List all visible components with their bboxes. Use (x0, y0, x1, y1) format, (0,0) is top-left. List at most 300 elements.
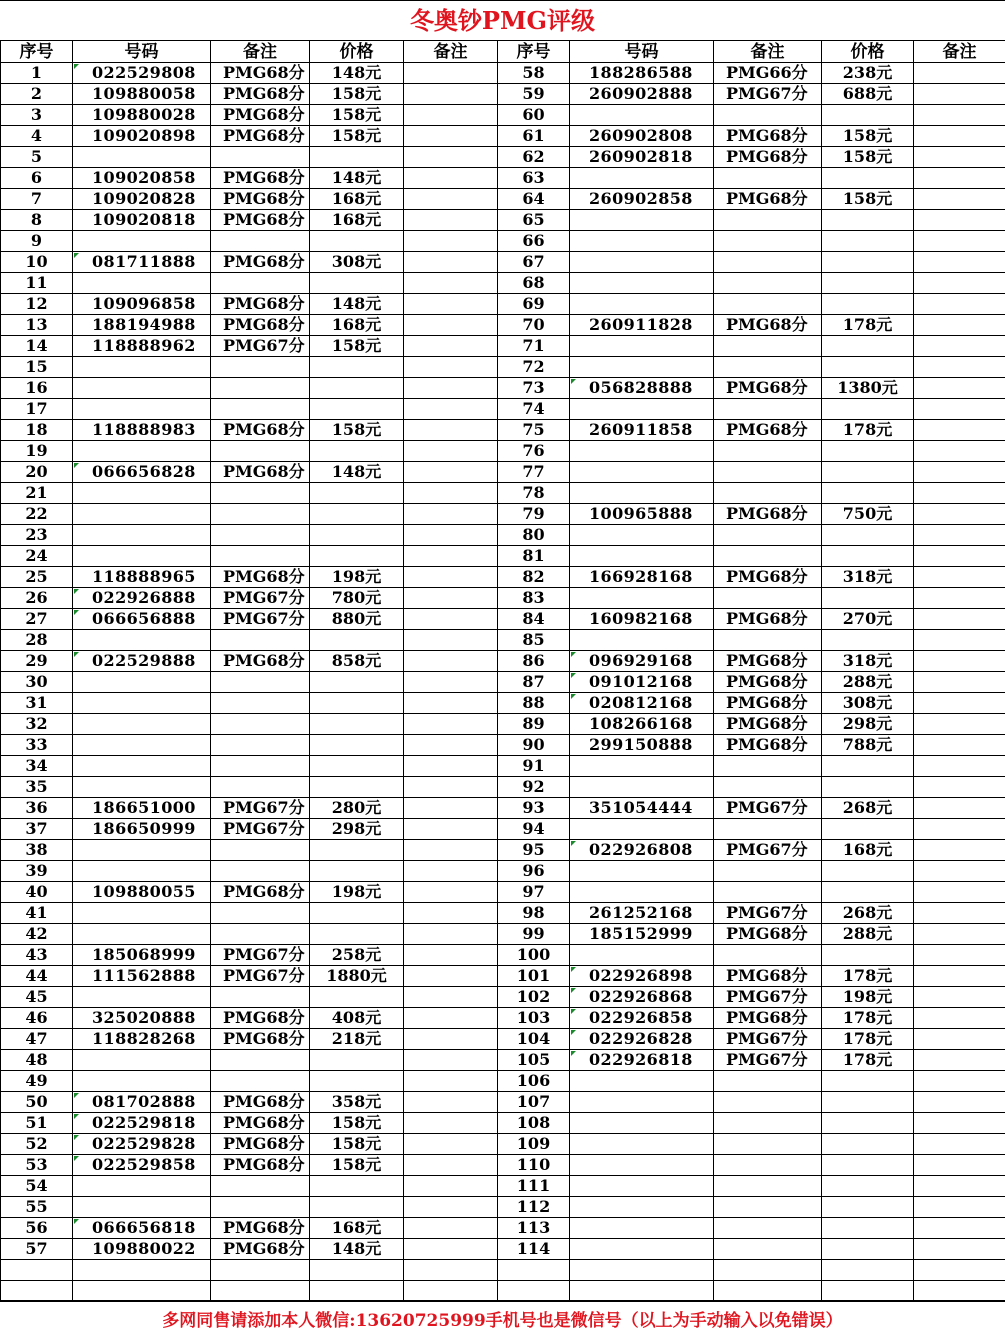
right-grade-cell (714, 1197, 822, 1218)
left-number-cell (73, 504, 211, 525)
left-seq-cell: 26 (1, 588, 73, 609)
right-note-cell (914, 210, 1005, 231)
right-number-cell: 022926898 (570, 966, 714, 987)
left-price-cell (310, 483, 404, 504)
left-seq-cell: 50 (1, 1092, 73, 1113)
right-price-cell (822, 1218, 914, 1239)
right-seq-cell: 96 (498, 861, 570, 882)
right-price-cell (822, 105, 914, 126)
left-price-cell (310, 756, 404, 777)
right-seq-cell: 105 (498, 1050, 570, 1071)
right-note-cell (914, 609, 1005, 630)
right-grade-cell: PMG68分 (714, 1008, 822, 1029)
right-seq-cell: 73 (498, 378, 570, 399)
right-number-cell (570, 1260, 714, 1281)
left-number-cell (73, 273, 211, 294)
left-number-cell: 186651000 (73, 798, 211, 819)
left-seq-cell: 52 (1, 1134, 73, 1155)
left-price-cell (310, 924, 404, 945)
right-note-cell (914, 1218, 1005, 1239)
left-note-cell (404, 378, 498, 399)
right-number-cell (570, 294, 714, 315)
right-note-cell (914, 798, 1005, 819)
left-number-cell (73, 756, 211, 777)
table-row (1, 441, 1005, 462)
right-price-cell (822, 441, 914, 462)
right-note-cell (914, 1113, 1005, 1134)
left-note-cell (404, 945, 498, 966)
table-row (1, 1239, 1005, 1260)
right-number-cell (570, 945, 714, 966)
table-row (1, 1155, 1005, 1176)
left-note-cell (404, 525, 498, 546)
left-seq-cell: 40 (1, 882, 73, 903)
right-price-cell: 288元 (822, 672, 914, 693)
right-number-cell: 022926818 (570, 1050, 714, 1071)
left-price-cell: 148元 (310, 1239, 404, 1260)
right-note-cell (914, 1260, 1005, 1281)
left-number-cell (73, 1071, 211, 1092)
left-grade-cell: PMG68分 (211, 420, 310, 441)
right-price-cell: 270元 (822, 609, 914, 630)
left-seq-cell: 2 (1, 84, 73, 105)
left-price-cell: 168元 (310, 1218, 404, 1239)
header-price-right: 价格 (822, 41, 914, 63)
right-seq-cell: 74 (498, 399, 570, 420)
left-price-cell: 358元 (310, 1092, 404, 1113)
table-row (1, 168, 1005, 189)
right-grade-cell (714, 483, 822, 504)
right-price-cell (822, 546, 914, 567)
right-price-cell: 268元 (822, 903, 914, 924)
right-price-cell: 178元 (822, 1050, 914, 1071)
table-row (1, 63, 1005, 84)
right-grade-cell (714, 441, 822, 462)
left-note-cell (404, 336, 498, 357)
left-seq-cell: 37 (1, 819, 73, 840)
left-note-cell (404, 1092, 498, 1113)
left-note-cell (404, 252, 498, 273)
left-price-cell: 148元 (310, 63, 404, 84)
right-grade-cell (714, 252, 822, 273)
table-row (1, 189, 1005, 210)
left-seq-cell: 13 (1, 315, 73, 336)
right-grade-cell (714, 756, 822, 777)
right-seq-cell: 108 (498, 1113, 570, 1134)
left-seq-cell: 56 (1, 1218, 73, 1239)
left-seq-cell: 39 (1, 861, 73, 882)
right-grade-cell: PMG67分 (714, 987, 822, 1008)
right-seq-cell: 90 (498, 735, 570, 756)
right-note-cell (914, 273, 1005, 294)
left-price-cell: 1880元 (310, 966, 404, 987)
left-note-cell (404, 567, 498, 588)
left-price-cell (310, 1197, 404, 1218)
left-price-cell (310, 441, 404, 462)
left-note-cell (404, 168, 498, 189)
right-number-cell: 261252168 (570, 903, 714, 924)
right-number-cell: 188286588 (570, 63, 714, 84)
right-seq-cell: 111 (498, 1176, 570, 1197)
left-price-cell (310, 504, 404, 525)
left-number-cell (73, 903, 211, 924)
left-seq-cell: 46 (1, 1008, 73, 1029)
right-number-cell: 020812168 (570, 693, 714, 714)
right-price-cell (822, 483, 914, 504)
left-seq-cell: 27 (1, 609, 73, 630)
right-seq-cell: 75 (498, 420, 570, 441)
left-seq-cell: 17 (1, 399, 73, 420)
left-number-cell (73, 1260, 211, 1281)
left-seq-cell: 57 (1, 1239, 73, 1260)
left-price-cell: 158元 (310, 126, 404, 147)
left-price-cell (310, 357, 404, 378)
right-grade-cell: PMG68分 (714, 651, 822, 672)
right-seq-cell: 60 (498, 105, 570, 126)
left-note-cell (404, 966, 498, 987)
left-number-cell: 325020888 (73, 1008, 211, 1029)
left-grade-cell: PMG67分 (211, 945, 310, 966)
left-note-cell (404, 714, 498, 735)
left-price-cell: 158元 (310, 105, 404, 126)
table-row (1, 483, 1005, 504)
left-seq-cell: 24 (1, 546, 73, 567)
right-note-cell (914, 945, 1005, 966)
right-seq-cell: 85 (498, 630, 570, 651)
left-note-cell (404, 651, 498, 672)
left-seq-cell: 15 (1, 357, 73, 378)
left-number-cell: 022926888 (73, 588, 211, 609)
right-grade-cell (714, 336, 822, 357)
left-grade-cell: PMG68分 (211, 651, 310, 672)
header-grade-right: 备注 (714, 41, 822, 63)
right-note-cell (914, 861, 1005, 882)
right-grade-cell (714, 819, 822, 840)
right-price-cell (822, 1134, 914, 1155)
right-seq-cell: 87 (498, 672, 570, 693)
left-grade-cell: PMG68分 (211, 189, 310, 210)
left-note-cell (404, 546, 498, 567)
right-note-cell (914, 651, 1005, 672)
left-grade-cell (211, 1281, 310, 1302)
table-row (1, 882, 1005, 903)
left-number-cell: 022529818 (73, 1113, 211, 1134)
right-grade-cell: PMG68分 (714, 189, 822, 210)
left-grade-cell: PMG67分 (211, 798, 310, 819)
right-note-cell (914, 735, 1005, 756)
left-number-cell: 109880058 (73, 84, 211, 105)
table-row (1, 819, 1005, 840)
right-seq-cell: 77 (498, 462, 570, 483)
left-seq-cell: 36 (1, 798, 73, 819)
right-price-cell (822, 588, 914, 609)
left-price-cell: 148元 (310, 294, 404, 315)
left-note-cell (404, 420, 498, 441)
right-grade-cell: PMG68分 (714, 672, 822, 693)
right-grade-cell (714, 210, 822, 231)
right-note-cell (914, 630, 1005, 651)
right-seq-cell: 84 (498, 609, 570, 630)
left-note-cell (404, 84, 498, 105)
right-number-cell: 185152999 (570, 924, 714, 945)
right-seq-cell: 100 (498, 945, 570, 966)
left-note-cell (404, 1176, 498, 1197)
left-price-cell (310, 231, 404, 252)
right-price-cell (822, 882, 914, 903)
left-grade-cell: PMG68分 (211, 1239, 310, 1260)
right-note-cell (914, 147, 1005, 168)
table-body (1, 63, 1005, 1302)
right-price-cell: 158元 (822, 126, 914, 147)
right-price-cell: 158元 (822, 189, 914, 210)
right-grade-cell: PMG67分 (714, 1050, 822, 1071)
left-seq-cell: 5 (1, 147, 73, 168)
left-number-cell: 109096858 (73, 294, 211, 315)
left-seq-cell: 45 (1, 987, 73, 1008)
right-note-cell (914, 168, 1005, 189)
right-price-cell (822, 1071, 914, 1092)
left-price-cell (310, 861, 404, 882)
left-seq-cell: 43 (1, 945, 73, 966)
left-number-cell: 109020818 (73, 210, 211, 231)
right-seq-cell: 72 (498, 357, 570, 378)
right-seq-cell (498, 1281, 570, 1302)
table-row (1, 336, 1005, 357)
left-number-cell (73, 483, 211, 504)
right-number-cell (570, 1071, 714, 1092)
left-seq-cell: 23 (1, 525, 73, 546)
right-grade-cell (714, 546, 822, 567)
left-grade-cell (211, 714, 310, 735)
left-seq-cell: 10 (1, 252, 73, 273)
left-grade-cell (211, 1071, 310, 1092)
right-seq-cell: 95 (498, 840, 570, 861)
left-grade-cell (211, 1260, 310, 1281)
right-grade-cell (714, 882, 822, 903)
right-seq-cell: 65 (498, 210, 570, 231)
left-grade-cell: PMG67分 (211, 966, 310, 987)
right-note-cell (914, 777, 1005, 798)
right-grade-cell: PMG68分 (714, 420, 822, 441)
left-grade-cell: PMG68分 (211, 462, 310, 483)
left-price-cell (310, 1281, 404, 1302)
left-note-cell (404, 609, 498, 630)
table-row (1, 1176, 1005, 1197)
left-price-cell (310, 840, 404, 861)
right-grade-cell: PMG68分 (714, 609, 822, 630)
right-note-cell (914, 1092, 1005, 1113)
header-number: 号码 (73, 41, 211, 63)
left-grade-cell: PMG67分 (211, 819, 310, 840)
right-seq-cell: 58 (498, 63, 570, 84)
right-note-cell (914, 1071, 1005, 1092)
table-row (1, 903, 1005, 924)
right-grade-cell: PMG68分 (714, 735, 822, 756)
left-note-cell (404, 882, 498, 903)
table-row (1, 210, 1005, 231)
right-number-cell: 022926868 (570, 987, 714, 1008)
left-grade-cell (211, 756, 310, 777)
left-note-cell (404, 1113, 498, 1134)
right-seq-cell: 110 (498, 1155, 570, 1176)
header-note-right: 备注 (914, 41, 1005, 63)
right-price-cell (822, 168, 914, 189)
right-price-cell (822, 1092, 914, 1113)
right-seq-cell: 61 (498, 126, 570, 147)
right-note-cell (914, 483, 1005, 504)
right-price-cell (822, 1239, 914, 1260)
left-number-cell: 109020898 (73, 126, 211, 147)
left-number-cell: 111562888 (73, 966, 211, 987)
right-seq-cell: 62 (498, 147, 570, 168)
right-grade-cell (714, 1176, 822, 1197)
left-seq-cell: 1 (1, 63, 73, 84)
left-number-cell: 066656888 (73, 609, 211, 630)
table-row (1, 840, 1005, 861)
left-number-cell: 022529808 (73, 63, 211, 84)
left-number-cell (73, 1176, 211, 1197)
left-number-cell: 081702888 (73, 1092, 211, 1113)
left-price-cell: 298元 (310, 819, 404, 840)
right-price-cell (822, 756, 914, 777)
right-grade-cell: PMG68分 (714, 147, 822, 168)
right-note-cell (914, 399, 1005, 420)
right-seq-cell: 71 (498, 336, 570, 357)
right-number-cell: 299150888 (570, 735, 714, 756)
right-grade-cell (714, 1218, 822, 1239)
left-grade-cell (211, 1197, 310, 1218)
left-note-cell (404, 294, 498, 315)
right-note-cell (914, 546, 1005, 567)
left-number-cell: 022529888 (73, 651, 211, 672)
left-grade-cell: PMG68分 (211, 882, 310, 903)
left-number-cell: 188194988 (73, 315, 211, 336)
left-price-cell (310, 777, 404, 798)
right-grade-cell: PMG68分 (714, 315, 822, 336)
table-row (1, 777, 1005, 798)
left-price-cell (310, 672, 404, 693)
right-grade-cell: PMG67分 (714, 84, 822, 105)
left-seq-cell: 12 (1, 294, 73, 315)
right-note-cell (914, 714, 1005, 735)
right-price-cell (822, 1260, 914, 1281)
right-seq-cell: 80 (498, 525, 570, 546)
right-price-cell: 688元 (822, 84, 914, 105)
right-seq-cell: 112 (498, 1197, 570, 1218)
left-note-cell (404, 1029, 498, 1050)
right-number-cell (570, 525, 714, 546)
right-price-cell (822, 777, 914, 798)
left-seq-cell: 48 (1, 1050, 73, 1071)
right-note-cell (914, 1155, 1005, 1176)
right-grade-cell (714, 231, 822, 252)
left-grade-cell: PMG68分 (211, 1134, 310, 1155)
left-number-cell: 109880022 (73, 1239, 211, 1260)
right-seq-cell: 102 (498, 987, 570, 1008)
left-number-cell (73, 525, 211, 546)
right-price-cell (822, 357, 914, 378)
left-note-cell (404, 483, 498, 504)
right-price-cell (822, 945, 914, 966)
right-seq-cell: 103 (498, 1008, 570, 1029)
right-note-cell (914, 966, 1005, 987)
left-price-cell (310, 987, 404, 1008)
right-seq-cell: 104 (498, 1029, 570, 1050)
left-grade-cell: PMG67分 (211, 588, 310, 609)
left-price-cell (310, 1071, 404, 1092)
left-price-cell: 168元 (310, 210, 404, 231)
right-seq-cell: 63 (498, 168, 570, 189)
left-price-cell: 408元 (310, 1008, 404, 1029)
right-number-cell: 091012168 (570, 672, 714, 693)
right-price-cell: 298元 (822, 714, 914, 735)
left-number-cell (73, 924, 211, 945)
left-number-cell (73, 1281, 211, 1302)
left-price-cell: 280元 (310, 798, 404, 819)
left-note-cell (404, 147, 498, 168)
right-number-cell: 056828888 (570, 378, 714, 399)
left-price-cell: 148元 (310, 168, 404, 189)
right-seq-cell: 94 (498, 819, 570, 840)
right-seq-cell: 83 (498, 588, 570, 609)
right-note-cell (914, 903, 1005, 924)
left-seq-cell: 49 (1, 1071, 73, 1092)
left-price-cell (310, 1176, 404, 1197)
left-price-cell (310, 378, 404, 399)
right-grade-cell (714, 777, 822, 798)
left-grade-cell (211, 1176, 310, 1197)
left-grade-cell (211, 840, 310, 861)
right-seq-cell: 68 (498, 273, 570, 294)
right-number-cell: 260911828 (570, 315, 714, 336)
left-number-cell (73, 861, 211, 882)
left-grade-cell (211, 630, 310, 651)
left-seq-cell: 53 (1, 1155, 73, 1176)
right-grade-cell (714, 1281, 822, 1302)
right-seq-cell: 114 (498, 1239, 570, 1260)
right-price-cell (822, 399, 914, 420)
right-number-cell (570, 861, 714, 882)
right-note-cell (914, 189, 1005, 210)
header-grade: 备注 (211, 41, 310, 63)
left-price-cell: 780元 (310, 588, 404, 609)
left-number-cell (73, 630, 211, 651)
left-seq-cell: 31 (1, 693, 73, 714)
table-row (1, 588, 1005, 609)
right-price-cell (822, 630, 914, 651)
right-note-cell (914, 1239, 1005, 1260)
left-seq-cell: 20 (1, 462, 73, 483)
right-number-cell (570, 462, 714, 483)
left-note-cell (404, 1218, 498, 1239)
table-row (1, 1113, 1005, 1134)
left-price-cell: 158元 (310, 336, 404, 357)
left-grade-cell (211, 147, 310, 168)
left-note-cell (404, 231, 498, 252)
left-number-cell: 109020858 (73, 168, 211, 189)
right-price-cell (822, 1176, 914, 1197)
header-number-right: 号码 (570, 41, 714, 63)
table-row (1, 294, 1005, 315)
table-row (1, 1050, 1005, 1071)
table-row (1, 126, 1005, 147)
right-note-cell (914, 336, 1005, 357)
right-price-cell (822, 210, 914, 231)
left-grade-cell (211, 903, 310, 924)
left-seq-cell (1, 1281, 73, 1302)
right-number-cell (570, 546, 714, 567)
left-note-cell (404, 924, 498, 945)
